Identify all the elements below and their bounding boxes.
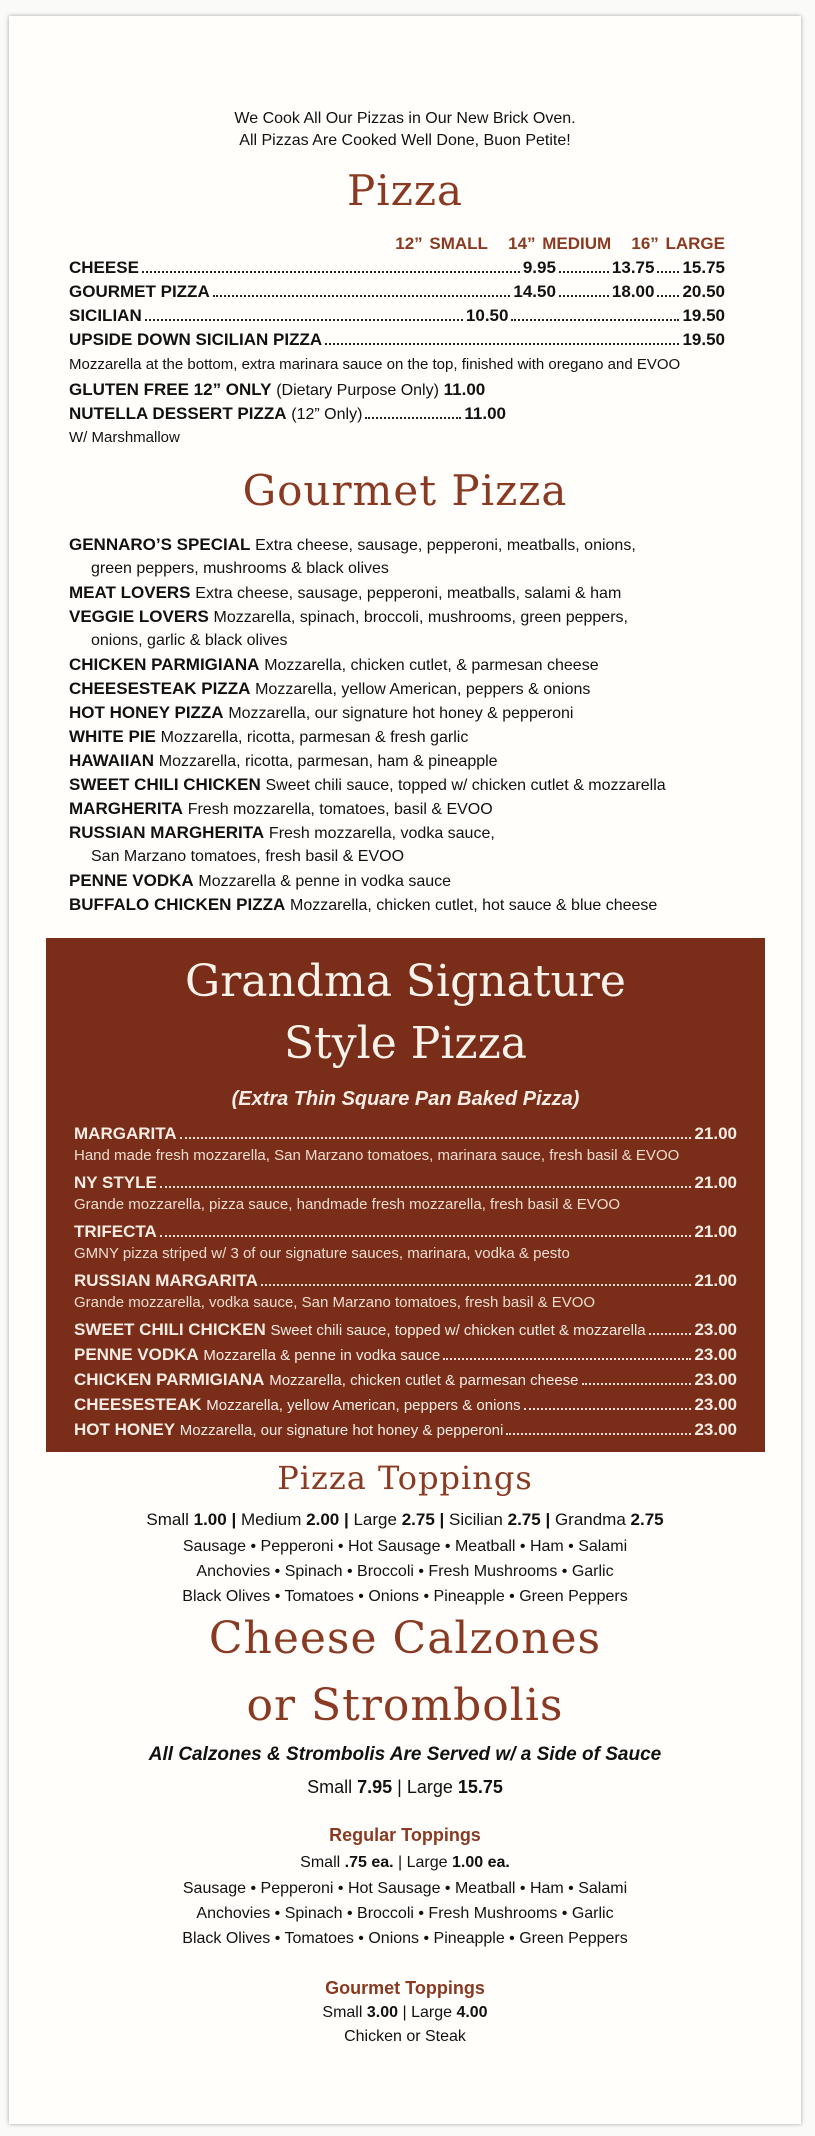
regular-toppings-prices: Small .75 ea. | Large 1.00 ea. (300, 1854, 510, 1871)
toppings-list-2: Anchovies • Spinach • Broccoli • Fresh Mushrooms • Garlic (196, 1563, 614, 1580)
grandma-item-name: NY STYLE (74, 1173, 157, 1192)
gourmet-item-name: CHEESESTEAK PIZZA (69, 679, 251, 698)
pizza-item-nutella: NUTELLA DESSERT PIZZA (12” Only) 11.00 (69, 404, 506, 423)
grandma-item-price: 21.00 (694, 1173, 737, 1192)
gourmet-item (69, 821, 725, 846)
grandma-title-line-2: Style Pizza (283, 1018, 528, 1069)
gourmet-item (69, 869, 725, 894)
nutella-extra: W/ Marshmallow (69, 429, 180, 446)
pizza-item-sicilian: SICILIAN 10.50 19.50 (69, 306, 725, 325)
gourmet-item-desc-cont: green peppers, mushrooms & black olives (91, 560, 389, 577)
gourmet-item-desc: Mozzarella, ricotta, parmesan & fresh garlic (160, 729, 469, 746)
grandma-item (74, 1393, 737, 1418)
pizza-title: Pizza (347, 166, 463, 215)
gourmet-toppings-note: Chicken or Steak (344, 2028, 466, 2045)
grandma-item-desc: GMNY pizza striped w/ 3 of our signature sauces, marinara, vodka & pesto (74, 1245, 570, 1262)
size-header-medium: 14” MEDIUM (508, 234, 612, 253)
grandma-item (74, 1343, 737, 1368)
gourmet-item (69, 653, 725, 678)
gourmet-item-desc: Mozzarella, spinach, broccoli, mushrooms, green peppers, (213, 609, 628, 626)
gourmet-toppings-title: Gourmet Toppings (325, 1978, 485, 1998)
grandma-item-price: 23.00 (694, 1370, 737, 1389)
grandma-item-desc: Grande mozzarella, pizza sauce, handmade fresh mozzarella, fresh basil & EVOO (74, 1196, 621, 1213)
gourmet-toppings-prices: Small 3.00 | Large 4.00 (322, 2004, 488, 2021)
grandma-subtitle: (Extra Thin Square Pan Baked Pizza) (231, 1088, 580, 1110)
grandma-item-desc: Grande mozzarella, vodka sauce, San Marzano tomatoes, fresh basil & EVOO (74, 1294, 596, 1311)
topping-prices: Small 1.00 | Medium 2.00 | Large 2.75 | Sicilian 2.75 | Grandma 2.75 (146, 1510, 664, 1529)
gourmet-item (69, 725, 725, 750)
gourmet-item-name: HOT HONEY PIZZA (69, 703, 224, 722)
pizza-size-headers (395, 234, 725, 254)
gourmet-item-name: SWEET CHILI CHICKEN (69, 775, 261, 794)
grandma-panel (46, 938, 765, 1452)
grandma-item-price: 23.00 (694, 1420, 737, 1439)
grandma-item (74, 1418, 737, 1443)
gourmet-item-desc: Fresh mozzarella, vodka sauce, (268, 825, 495, 842)
gourmet-item-name: MARGHERITA (69, 799, 183, 818)
grandma-item-price: 23.00 (694, 1395, 737, 1414)
gourmet-item-desc: Mozzarella, our signature hot honey & pepperoni (228, 705, 574, 722)
grandma-item-name: CHEESESTEAK (74, 1395, 202, 1414)
gourmet-item (69, 605, 725, 630)
gourmet-item (69, 581, 725, 606)
grandma-item-name: RUSSIAN MARGARITA (74, 1271, 258, 1290)
grandma-item-name: MARGARITA (74, 1124, 177, 1143)
size-header-small: 12” SMALL (395, 234, 488, 253)
grandma-item (74, 1171, 737, 1195)
intro-line-2: All Pizzas Are Cooked Well Done, Buon Petite! (239, 132, 571, 149)
gourmet-item-desc: Extra cheese, sausage, pepperoni, meatballs, salami & ham (195, 585, 622, 602)
pizza-item-gourmet: GOURMET PIZZA 14.50 18.00 20.50 (69, 282, 725, 301)
gourmet-item (69, 773, 725, 798)
grandma-item-name: HOT HONEY (74, 1420, 176, 1439)
toppings-list-1: Sausage • Pepperoni • Hot Sausage • Meatball • Ham • Salami (182, 1538, 628, 1555)
gourmet-item-desc-cont: onions, garlic & black olives (91, 632, 288, 649)
pizza-item-cheese: CHEESE 9.95 13.75 15.75 (69, 258, 725, 277)
gourmet-item (69, 677, 725, 702)
grandma-title-line-1: Grandma Signature (185, 956, 626, 1007)
gourmet-item-desc: Mozzarella, chicken cutlet, hot sauce & blue cheese (290, 897, 658, 914)
grandma-item (74, 1368, 737, 1393)
gourmet-item (69, 893, 725, 918)
gourmet-title: Gourmet Pizza (242, 466, 568, 515)
menu-page (9, 16, 801, 2124)
gourmet-item (69, 701, 725, 726)
grandma-item-price: 21.00 (694, 1271, 737, 1290)
grandma-item-price: 23.00 (694, 1320, 737, 1339)
gourmet-item-name: CHICKEN PARMIGIANA (69, 655, 260, 674)
grandma-item-inline-desc: Mozzarella, yellow American, peppers & onions (206, 1397, 521, 1414)
calzones-title-line-1: Cheese Calzones (208, 1613, 602, 1664)
gourmet-item-name: HAWAIIAN (69, 751, 154, 770)
grandma-item-price: 23.00 (694, 1345, 737, 1364)
grandma-item (74, 1122, 737, 1146)
intro-line-1: We Cook All Our Pizzas in Our New Brick Oven. (234, 110, 576, 127)
grandma-item (74, 1269, 737, 1293)
grandma-item (74, 1220, 737, 1244)
grandma-item-name: CHICKEN PARMIGIANA (74, 1370, 265, 1389)
upside-down-note: Mozzarella at the bottom, extra marinara sauce on the top, finished with oregano and EVOO (69, 356, 681, 373)
gourmet-item (69, 749, 725, 774)
regular-toppings-title: Regular Toppings (329, 1825, 481, 1845)
grandma-item-price: 21.00 (694, 1124, 737, 1143)
gourmet-item-desc: Extra cheese, sausage, pepperoni, meatballs, onions, (255, 537, 636, 554)
intro (9, 108, 801, 152)
pizza-item-upside-down: UPSIDE DOWN SICILIAN PIZZA 19.50 (69, 330, 725, 349)
gourmet-item (69, 533, 725, 558)
regular-toppings-list-1: Sausage • Pepperoni • Hot Sausage • Meatball • Ham • Salami (182, 1880, 628, 1897)
pizza-item-gluten-free: GLUTEN FREE 12” ONLY (Dietary Purpose Only) 11.00 (69, 380, 486, 399)
gourmet-item-name: RUSSIAN MARGHERITA (69, 823, 265, 842)
gourmet-item-desc: Mozzarella & penne in vodka sauce (198, 873, 452, 890)
gourmet-item-desc: Mozzarella, chicken cutlet, & parmesan cheese (264, 657, 599, 674)
gourmet-item-name: GENNARO’S SPECIAL (69, 535, 251, 554)
gourmet-item-name: MEAT LOVERS (69, 583, 191, 602)
gourmet-item-desc: Mozzarella, ricotta, parmesan, ham & pineapple (158, 753, 498, 770)
grandma-item-name: TRIFECTA (74, 1222, 157, 1241)
calzones-prices: Small 7.95 | Large 15.75 (307, 1777, 503, 1797)
gourmet-item (69, 797, 725, 822)
toppings-list-3: Black Olives • Tomatoes • Onions • Pineapple • Green Peppers (182, 1588, 628, 1605)
calzones-served: All Calzones & Strombolis Are Served w/ a Side of Sauce (148, 1744, 662, 1765)
grandma-item-name: PENNE VODKA (74, 1345, 199, 1364)
grandma-item-inline-desc: Mozzarella, our signature hot honey & pepperoni (179, 1422, 504, 1439)
grandma-item (74, 1318, 737, 1343)
grandma-item-inline-desc: Mozzarella & penne in vodka sauce (203, 1347, 441, 1364)
gourmet-item-name: WHITE PIE (69, 727, 156, 746)
grandma-item-inline-desc: Mozzarella, chicken cutlet & parmesan cheese (269, 1372, 579, 1389)
gourmet-item-desc: Sweet chili sauce, topped w/ chicken cutlet & mozzarella (265, 777, 666, 794)
gourmet-item-desc: Fresh mozzarella, tomatoes, basil & EVOO (187, 801, 493, 818)
grandma-item-price: 21.00 (694, 1222, 737, 1241)
calzones-title-line-2: or Strombolis (246, 1680, 564, 1731)
regular-toppings-list-3: Black Olives • Tomatoes • Onions • Pineapple • Green Peppers (182, 1930, 628, 1947)
regular-toppings-list-2: Anchovies • Spinach • Broccoli • Fresh Mushrooms • Garlic (196, 1905, 614, 1922)
grandma-item-name: SWEET CHILI CHICKEN (74, 1320, 266, 1339)
toppings-title: Pizza Toppings (277, 1459, 533, 1497)
gourmet-item-name: PENNE VODKA (69, 871, 194, 890)
gourmet-item-desc: Mozzarella, yellow American, peppers & onions (255, 681, 591, 698)
gourmet-item-name: BUFFALO CHICKEN PIZZA (69, 895, 286, 914)
size-header-large: 16” LARGE (631, 234, 725, 253)
grandma-item-inline-desc: Sweet chili sauce, topped w/ chicken cutlet & mozzarella (270, 1322, 646, 1339)
gourmet-item-name: VEGGIE LOVERS (69, 607, 209, 626)
grandma-item-desc: Hand made fresh mozzarella, San Marzano tomatoes, marinara sauce, fresh basil & EVOO (74, 1147, 680, 1164)
gourmet-item-desc-cont: San Marzano tomatoes, fresh basil & EVOO (91, 848, 405, 865)
